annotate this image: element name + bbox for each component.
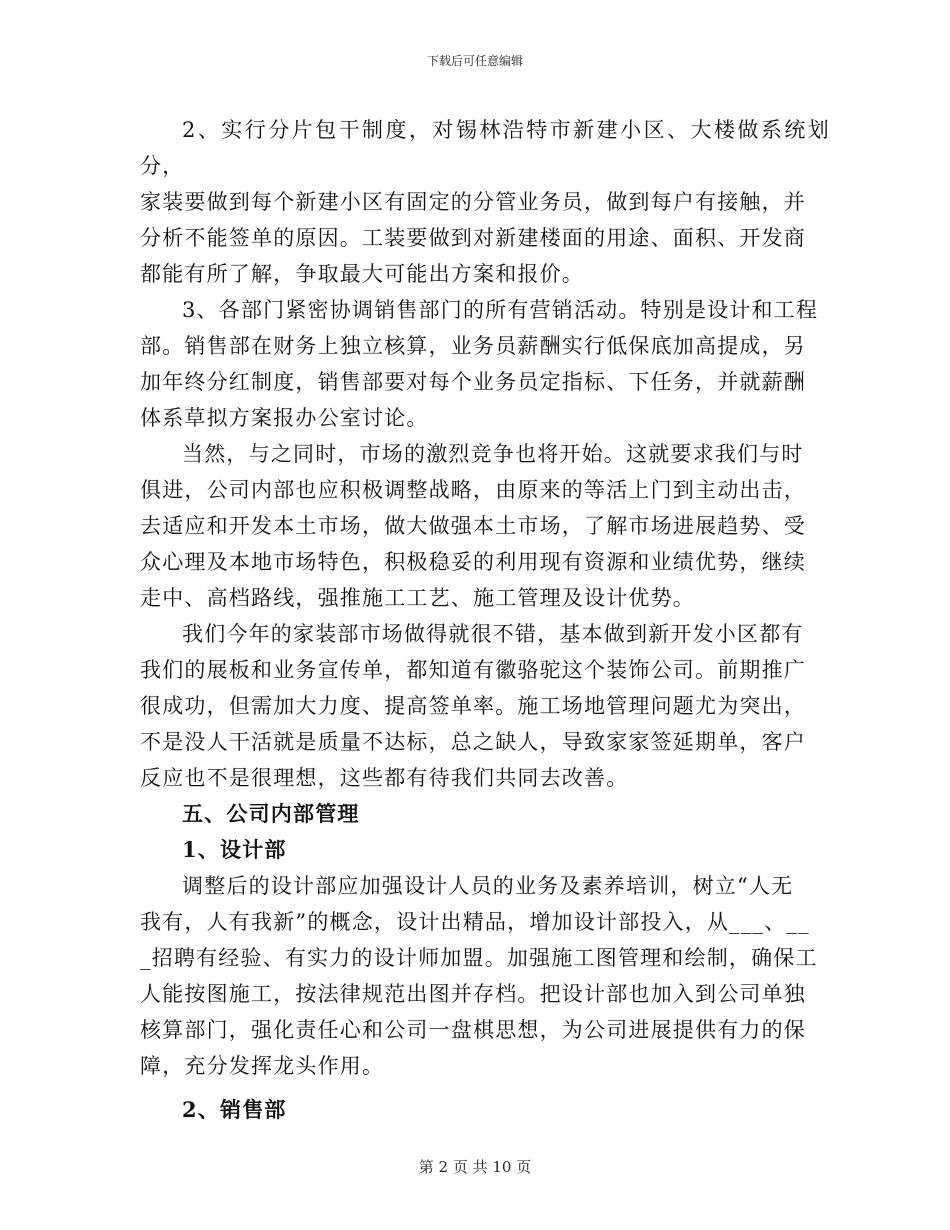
text-line: 我们的展板和业务宣传单，都知道有徽骆驼这个装饰公司。前期推广 bbox=[140, 658, 806, 682]
paragraph-zoning bbox=[140, 112, 830, 292]
page-footer: 第 2 页 共 10 页 bbox=[418, 1158, 532, 1176]
subsection-heading-sales: 2、销售部 bbox=[182, 1097, 287, 1122]
page-header: 下载后可任意编辑 bbox=[426, 54, 523, 68]
text-line: 我有，人有我新”的概念，设计出精品，增加设计部投入，从___、__ bbox=[140, 910, 810, 934]
text-line: 障，充分发挥龙头作用。 bbox=[140, 1054, 385, 1078]
text-line: 人能按图施工，按法律规范出图并存档。把设计部也加入到公司单独 bbox=[140, 982, 806, 1006]
text-line: 体系草拟方案报办公室讨论。 bbox=[140, 406, 429, 430]
text-line: 核算部门，强化责任心和公司一盘棋思想，为公司进展提供有力的保 bbox=[140, 1018, 806, 1042]
text-line: 反应也不是很理想，这些都有待我们共同去改善。 bbox=[140, 766, 629, 790]
text-line: 众心理及本地市场特色，积极稳妥的利用现有资源和业绩优势，继续 bbox=[140, 550, 806, 574]
text-line: 走中、高档路线，强推施工工艺、施工管理及设计优势。 bbox=[140, 586, 695, 610]
paragraph-coordination bbox=[140, 292, 830, 436]
text-line: 3、各部门紧密协调销售部门的所有营销活动。特别是设计和工程 bbox=[182, 298, 819, 322]
section-heading: 五、公司内部管理 bbox=[182, 801, 360, 826]
paragraph-design-dept bbox=[140, 868, 830, 1084]
text-line: 去适应和开发本土市场，做大做强本土市场，了解市场进展趋势、受 bbox=[140, 514, 806, 538]
text-line: 加年终分红制度，销售部要对每个业务员定指标、下任务，并就薪酬 bbox=[140, 370, 806, 394]
text-line: 俱进，公司内部也应积极调整战略，由原来的等活上门到主动出击， bbox=[140, 478, 806, 502]
text-line: 调整后的设计部应加强设计人员的业务及素养培训，树立“人无 bbox=[182, 874, 794, 898]
text-line: 不是没人干活就是质量不达标，总之缺人，导致家家签延期单，客户 bbox=[140, 730, 806, 754]
text-line: 家装要做到每个新建小区有固定的分管业务员，做到每户有接触，并 bbox=[140, 190, 806, 214]
text-line: _招聘有经验、有实力的设计师加盟。加强施工图管理和绘制，确保工 bbox=[140, 946, 818, 970]
paragraph-market-review bbox=[140, 616, 830, 796]
text-line: 很成功，但需加大力度、提高签单率。施工场地管理问题尤为突出， bbox=[140, 694, 806, 718]
subsection-heading-design: 1、设计部 bbox=[182, 837, 287, 862]
text-line: 部。销售部在财务上独立核算，业务员薪酬实行低保底加高提成，另 bbox=[140, 334, 806, 358]
text-line: 我们今年的家装部市场做得就很不错，基本做到新开发小区都有 bbox=[182, 622, 804, 646]
text-line: 2、实行分片包干制度，对锡林浩特市新建小区、大楼做系统划分， bbox=[140, 118, 830, 178]
text-line: 当然，与之同时，市场的激烈竞争也将开始。这就要求我们与时 bbox=[182, 442, 804, 466]
document-body bbox=[140, 112, 830, 1128]
text-line: 都能有所了解，争取最大可能出方案和报价。 bbox=[140, 262, 584, 286]
text-line: 分析不能签单的原因。工装要做到对新建楼面的用途、面积、开发商 bbox=[140, 226, 806, 250]
paragraph-competition bbox=[140, 436, 830, 616]
